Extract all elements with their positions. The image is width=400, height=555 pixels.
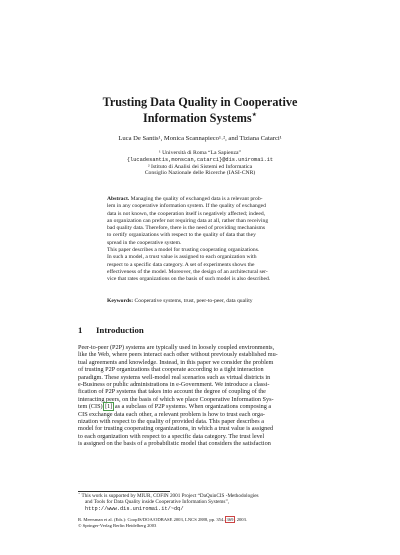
keywords-text: Cooperative systems, trust, peer-to-peer, data quality: [134, 298, 253, 304]
affiliation-1: ¹ Università di Roma “La Sapienza”: [158, 150, 242, 156]
paper-title: [60, 94, 340, 126]
affiliation-2-institution: Consiglio Nazionale delle Ricerche (IASI-CNR): [144, 170, 256, 177]
abstract-text: Managing the quality of exchanged data is a relevant prob-: [130, 196, 263, 202]
body-line: e-Business or public administrations in e-Government. We introduce a classi-: [78, 381, 270, 389]
copyright-line: © Springer-Verlag Berlin Heidelberg 2003: [78, 523, 157, 528]
abstract-line: data is not known, the cooperation itself is negatively affected; indeed,: [107, 210, 266, 217]
footnote-text: This work is supported by MIUR, COFIN 2001 Project “DaQuinCIS -Methodologies: [81, 493, 259, 499]
body-line: model for trusting cooperating organizations, in which a trust value is assigned: [78, 425, 274, 433]
body-line: interacting peers, on the basis of which we place Cooperative Information Sys-: [78, 395, 274, 403]
affiliations: [60, 150, 340, 177]
abstract: [107, 196, 352, 284]
abstract-line: vice that rates organizations on the basis of such model is also described.: [107, 276, 271, 283]
body-line-with-citation: [78, 403, 336, 410]
title-footnote-mark: ⋆: [251, 108, 257, 119]
body-line: of trusting P2P organizations that cooperate according to a tight interaction: [78, 366, 264, 374]
body-text: [78, 344, 336, 448]
body-line: nization with respect to the quality of provided data. This paper describes a: [78, 418, 264, 426]
citation-link[interactable]: [1]: [105, 403, 113, 411]
page-range-link[interactable]: 369: [226, 517, 234, 522]
abstract-line: effectiveness of the model. Moreover, the design of an architectural ser-: [107, 268, 268, 275]
publication-text: R. Meersman et al. (Eds.): CoopIS/DOA/ODBASE 2003, LNCS 2888, pp. 354–: [78, 517, 226, 522]
footnote-mark: ⋆: [78, 491, 81, 496]
abstract-line: In such a model, a trust value is assigned to each organization with: [107, 254, 257, 261]
author-emails: {lucadesantis,monscan,catarci}@dis.uniroma1.it: [126, 156, 274, 163]
body-line: tem (CIS) [1] as a subclass of P2P systems. When organizations composing a: [78, 403, 272, 411]
footnote-line: and Tools for Data Quality inside Cooperative Information Systems”,: [85, 499, 230, 506]
publication-info: [78, 517, 336, 529]
publication-text-end: , 2003.: [234, 517, 248, 522]
abstract-line: an organization can prefer not requiring data at all, rather than receiving: [107, 217, 269, 224]
author-list: Luca De Santis¹, Monica Scannapieco¹˒², and Tiziana Catarci¹: [118, 135, 282, 142]
body-line: tual agreements and knowledge. Instead, in this paper we consider the problem: [78, 358, 274, 366]
section-title: Introduction: [96, 325, 144, 335]
abstract-line: to certify organizations with respect to the quality of data that they: [107, 232, 256, 239]
abstract-line: spread in the cooperative system.: [107, 239, 182, 246]
body-line: is assigned on the basis of a probabilistic model that considers the satisfaction: [78, 440, 271, 448]
abstract-label: Abstract.: [107, 196, 130, 202]
footnote: [78, 493, 336, 512]
keywords: [107, 298, 352, 305]
keywords-label: Keywords:: [107, 298, 134, 304]
body-line: CIS exchange data each other, a relevant problem is how to trust each orga-: [78, 410, 265, 418]
title-line-2: [60, 110, 340, 126]
title-line-2-text: Information Systems: [142, 111, 252, 125]
abstract-line: bad quality data. Therefore, there is the need of providing mechanisms: [107, 225, 266, 232]
body-line: paradigm. These systems well-model real scenarios such as virtual districts in: [78, 373, 271, 381]
body-line: to each organization with respect to a specific data category. The trust level: [78, 432, 265, 440]
section-number: 1: [78, 325, 83, 335]
body-line: Peer-to-peer (P2P) systems are typically used in loosely coupled environments,: [78, 344, 275, 351]
abstract-line: This paper describes a model for trusting cooperating organizations.: [107, 247, 260, 254]
affiliation-2: ² Istituto di Analisi dei Sistemi ed Informatica: [147, 163, 253, 170]
section-heading: [78, 325, 144, 335]
abstract-line: respect to a specific data category. A set of experiments shows the: [107, 261, 255, 268]
title-line-1: Trusting Data Quality in Cooperative: [102, 95, 298, 109]
body-line: fication of P2P systems that takes into account the degree of coupling of the: [78, 388, 266, 396]
body-line: like the Web, where peers interact each other without previously established mu-: [78, 351, 278, 359]
abstract-line: lem in any cooperative information system. If the quality of exchanged: [107, 203, 266, 210]
footnote-rule: [78, 491, 170, 492]
footnote-url[interactable]: http://www.dis.uniroma1.it/~dq/: [85, 505, 184, 512]
